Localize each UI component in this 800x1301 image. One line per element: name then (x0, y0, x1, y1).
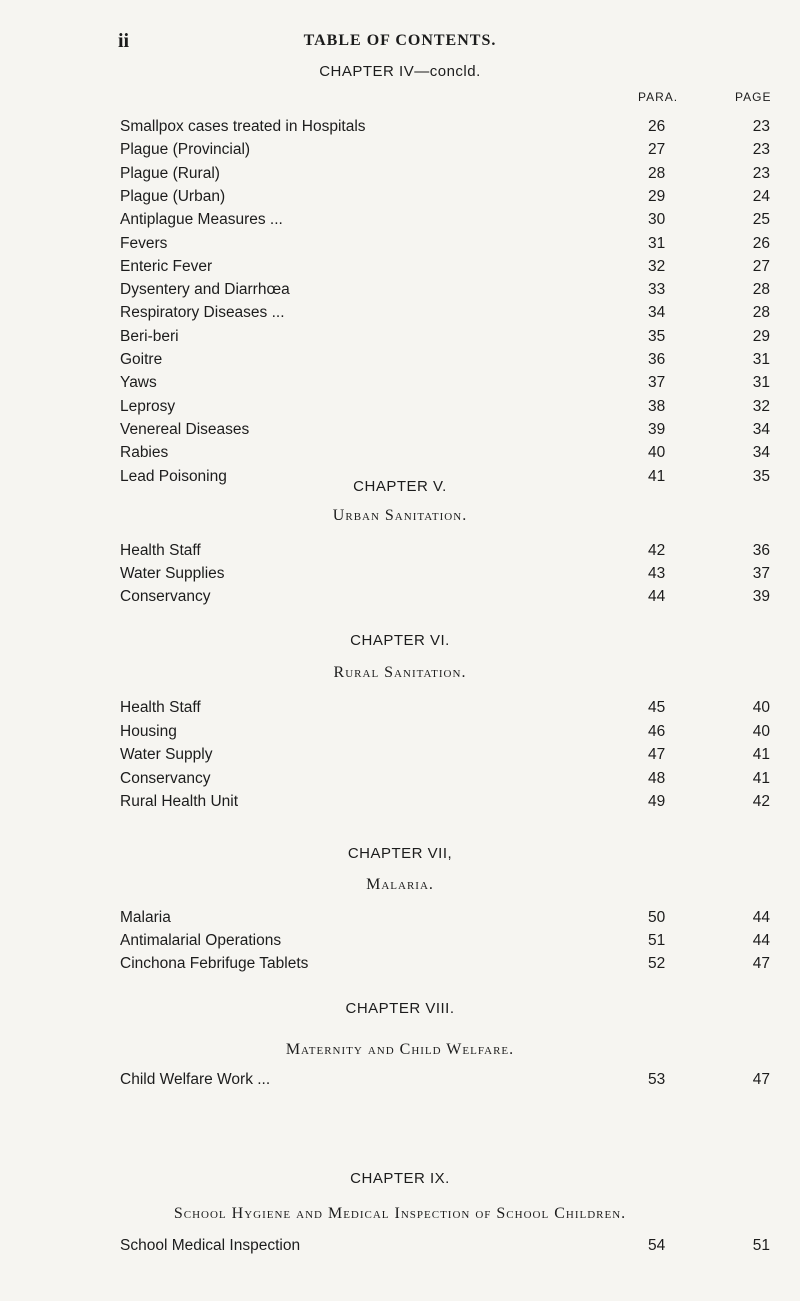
toc-entry-para: 47 (648, 746, 666, 763)
chapter-vii-title: CHAPTER VII, (347, 845, 453, 862)
toc-entry-para: 52 (648, 955, 666, 972)
toc-entry-label: School Medical Inspection (120, 1237, 301, 1254)
toc-entry[interactable] (120, 188, 770, 210)
chapter-vi-title: CHAPTER VI. (350, 632, 450, 649)
toc-entry-para: 44 (648, 588, 666, 605)
toc-entry-page: 28 (752, 281, 770, 299)
toc-entry-label: Water Supply (120, 746, 213, 763)
toc-entry[interactable] (120, 699, 770, 721)
toc-entry-label: Plague (Provincial) (120, 141, 251, 159)
chapter-v-subtitle: Urban Sanitation. (332, 507, 468, 524)
toc-entry-label: Health Staff (120, 699, 201, 716)
toc-entry-para: 26 (648, 118, 666, 135)
toc-entry-page: 41 (752, 746, 770, 763)
toc-entry-para: 27 (648, 141, 666, 159)
toc-entry-para: 41 (648, 467, 666, 485)
toc-entry-page: 42 (752, 793, 770, 810)
toc-entry-page: 31 (752, 374, 770, 392)
toc-entry-page: 23 (752, 118, 770, 135)
toc-entry[interactable] (120, 565, 770, 587)
toc-entry-para: 43 (648, 565, 666, 582)
toc-entry-para: 54 (648, 1237, 666, 1254)
column-header-para: PARA. (638, 90, 679, 104)
toc-entry-page: 39 (752, 588, 770, 605)
toc-entry-para: 53 (648, 1071, 666, 1088)
toc-entry[interactable] (120, 304, 770, 326)
toc-entry-page: 27 (752, 257, 770, 275)
toc-entry-para: 31 (648, 234, 666, 252)
toc-entry[interactable] (120, 588, 770, 610)
toc-entry-label: Cinchona Febrifuge Tablets (120, 955, 309, 972)
page-number: ii (118, 30, 130, 52)
toc-entry-label: Antimalarial Operations (120, 932, 282, 949)
toc-entry-para: 42 (648, 542, 666, 559)
toc-entry-page: 40 (752, 722, 770, 740)
toc-entry-para: 37 (648, 374, 666, 392)
toc-entry[interactable] (120, 374, 770, 396)
toc-entry-label: Venereal Diseases (120, 420, 250, 438)
toc-entry[interactable] (120, 932, 770, 954)
toc-entry-para: 39 (648, 420, 666, 438)
toc-entry-page: 29 (752, 327, 770, 345)
toc-entry-page: 28 (752, 304, 770, 322)
toc-entry-para: 36 (648, 351, 666, 368)
toc-entry-para: 51 (648, 932, 666, 949)
toc-entry-label: Beri-beri (120, 327, 179, 345)
toc-entry-para: 34 (648, 304, 666, 322)
toc-entry-para: 38 (648, 397, 666, 415)
toc-entry[interactable] (120, 281, 770, 303)
toc-entry-label: Rabies (120, 444, 169, 462)
chapter-vi-subtitle: Rural Sanitation. (333, 664, 467, 681)
column-header-page: PAGE (735, 90, 772, 104)
chapter-ix-subtitle: School Hygiene and Medical Inspection of School Children. (173, 1205, 627, 1222)
toc-entry-label: Enteric Fever (120, 257, 213, 275)
toc-entry-page: 37 (752, 565, 770, 582)
toc-entry-page: 34 (752, 420, 770, 438)
toc-entry-page: 44 (752, 909, 770, 926)
running-title: TABLE OF CONTENTS. (303, 32, 497, 49)
toc-entry-label: Health Staff (120, 542, 201, 559)
page-header (0, 30, 800, 54)
toc-entry[interactable] (120, 118, 770, 140)
toc-entry-page: 51 (752, 1237, 770, 1254)
toc-entry-page: 40 (752, 699, 770, 716)
chapter-iv-title: CHAPTER IV—concld. (319, 63, 481, 80)
toc-entry-para: 33 (648, 281, 666, 299)
chapter-v-title: CHAPTER V. (353, 478, 447, 495)
toc-entry-para: 35 (648, 327, 666, 345)
toc-entry[interactable] (120, 165, 770, 187)
toc-entry-para: 30 (648, 211, 666, 229)
toc-entry-para: 46 (648, 722, 666, 740)
toc-entry-page: 26 (752, 234, 770, 252)
toc-entry[interactable] (120, 421, 770, 443)
toc-entry-label: Yaws (120, 374, 157, 392)
toc-entry-label: Respiratory Diseases ... (120, 304, 285, 322)
chapter-viii-subtitle: Maternity and Child Welfare. (285, 1041, 515, 1058)
toc-entry-para: 40 (648, 444, 666, 462)
toc-entry-page: 23 (752, 164, 770, 182)
toc-entry-para: 50 (648, 909, 666, 926)
chapter-viii-title: CHAPTER VIII. (345, 1000, 455, 1017)
toc-entry[interactable] (120, 909, 770, 931)
chapter-ix-title: CHAPTER IX. (350, 1170, 450, 1187)
toc-entry-page: 35 (752, 467, 770, 485)
toc-entry-page: 41 (752, 769, 770, 787)
toc-entry-label: Plague (Rural) (120, 164, 220, 182)
toc-entry-page: 36 (752, 542, 770, 559)
toc-entry-label: Goitre (120, 351, 163, 368)
toc-entry-para: 28 (648, 164, 666, 182)
toc-entry-para: 32 (648, 257, 666, 275)
toc-entry-page: 44 (752, 932, 770, 949)
toc-entry[interactable] (120, 1071, 770, 1093)
toc-entry-label: Smallpox cases treated in Hospitals (120, 118, 366, 135)
toc-entry-label: Water Supplies (120, 565, 225, 582)
toc-entry-page: 47 (752, 955, 770, 972)
toc-entry-page: 47 (752, 1071, 770, 1088)
toc-entry[interactable] (120, 141, 770, 163)
toc-entry-page: 32 (752, 397, 770, 415)
toc-entry[interactable] (120, 1237, 770, 1259)
toc-entry[interactable] (120, 235, 770, 257)
toc-entry[interactable] (120, 211, 770, 233)
toc-entry-label: Conservancy (120, 769, 211, 787)
toc-entry-label: Dysentery and Diarrhœa (120, 281, 290, 299)
toc-entry-page: 23 (752, 141, 770, 159)
toc-entry[interactable] (120, 351, 770, 373)
toc-entry-label: Antiplague Measures ... (120, 211, 283, 229)
toc-entry-label: Child Welfare Work ... (120, 1071, 271, 1088)
toc-entry-page: 31 (752, 351, 770, 368)
toc-entry-para: 49 (648, 793, 666, 810)
chapter-vii-subtitle: Malaria. (366, 876, 434, 893)
toc-entry[interactable] (120, 398, 770, 420)
toc-entry[interactable] (120, 444, 770, 466)
toc-entry[interactable] (120, 955, 770, 977)
toc-entry-para: 29 (648, 187, 666, 205)
toc-entry-page: 25 (752, 211, 770, 229)
toc-entry[interactable] (120, 723, 770, 745)
toc-entry[interactable] (120, 770, 770, 792)
toc-entry[interactable] (120, 328, 770, 350)
toc-entry-label: Leprosy (120, 397, 176, 415)
toc-entry-label: Conservancy (120, 588, 211, 605)
toc-entry-label: Plague (Urban) (120, 187, 226, 205)
toc-entry[interactable] (120, 258, 770, 280)
toc-entry[interactable] (120, 542, 770, 564)
toc-entry-page: 24 (752, 187, 770, 205)
toc-entry-label: Rural Health Unit (120, 793, 239, 810)
toc-entry[interactable] (120, 793, 770, 815)
toc-entry-page: 34 (752, 444, 770, 462)
toc-entry-label: Fevers (120, 234, 168, 252)
toc-entry-label: Malaria (120, 909, 171, 926)
toc-entry-para: 45 (648, 699, 666, 716)
toc-entry-label: Lead Poisoning (120, 467, 227, 485)
toc-entry-label: Housing (120, 722, 177, 740)
toc-entry[interactable] (120, 746, 770, 768)
toc-entry-para: 48 (648, 769, 666, 787)
